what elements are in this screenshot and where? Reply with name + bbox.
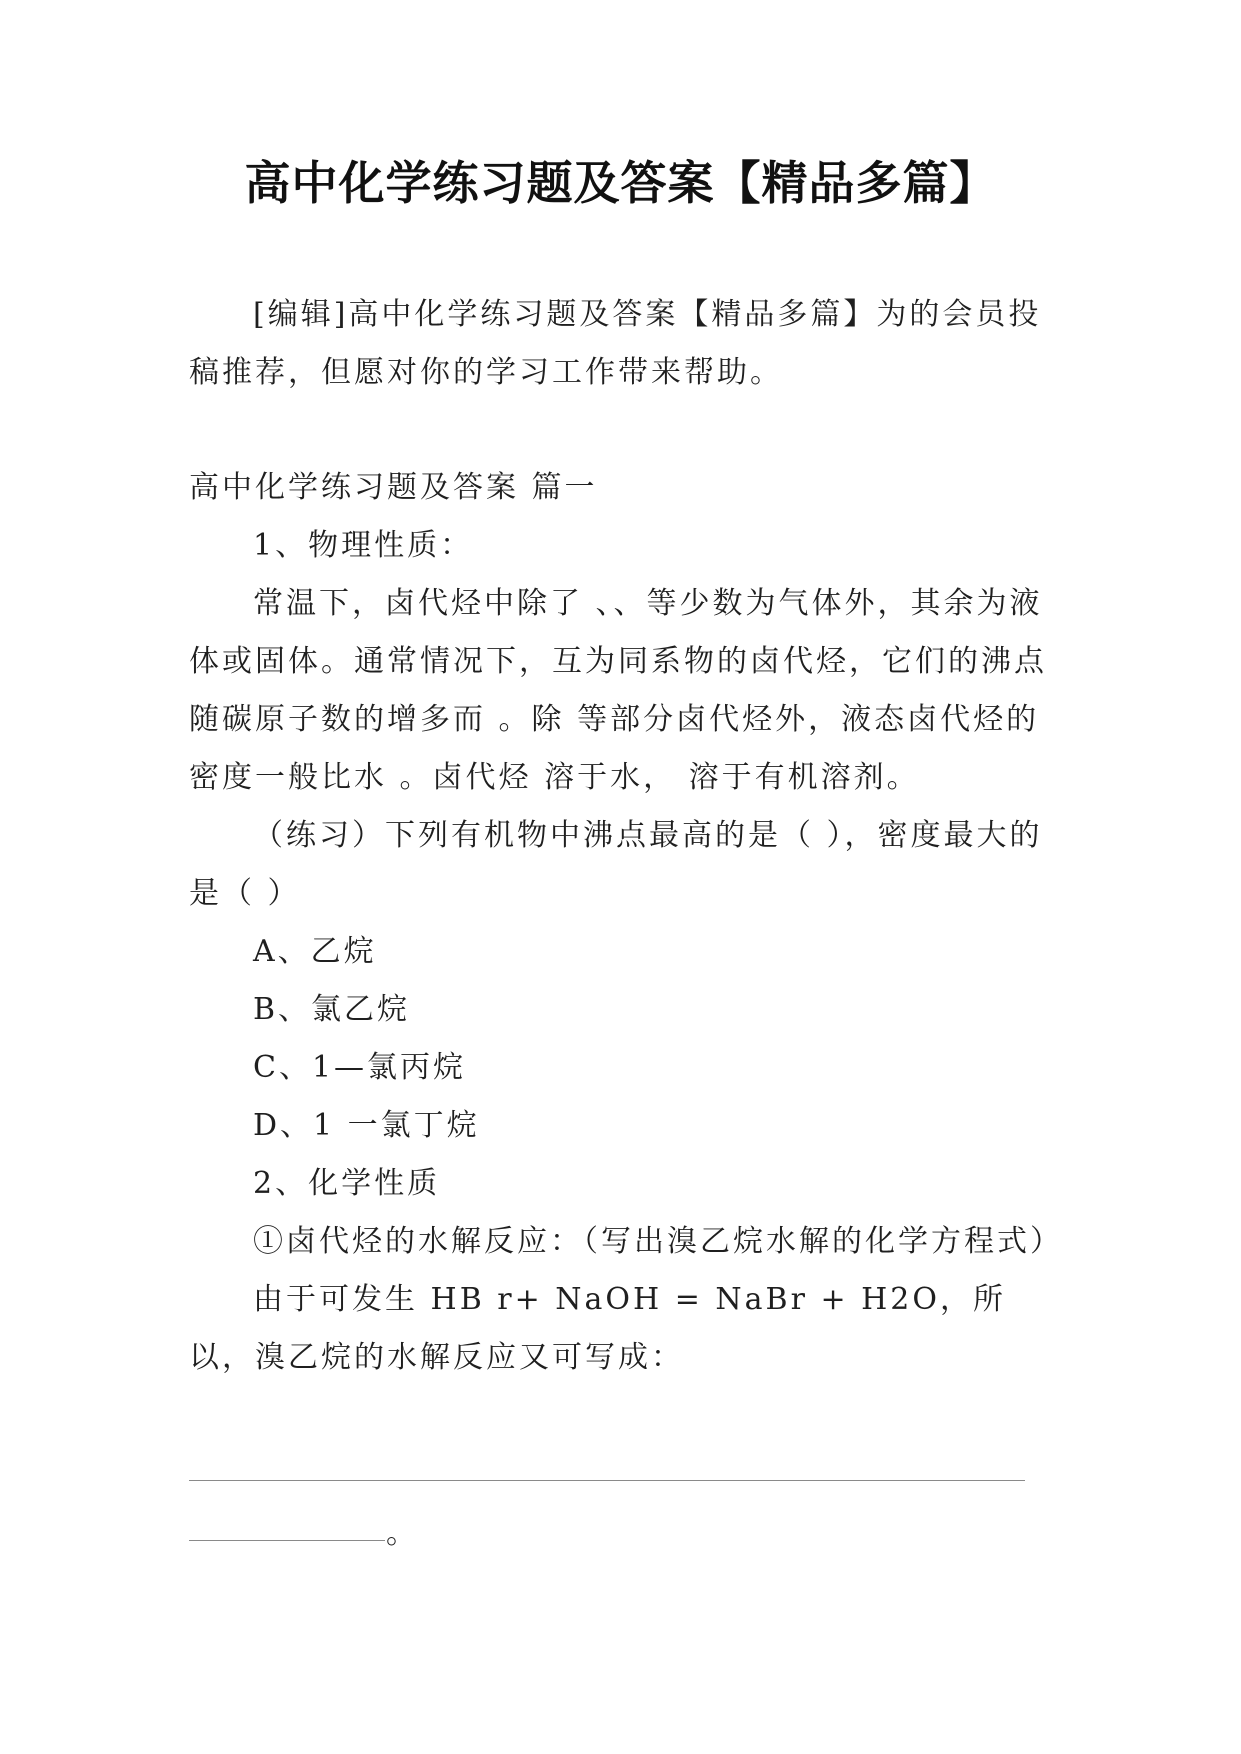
exercise-question: （练习）下列有机物中沸点最高的是（ ），密度最大的是（ ） — [189, 818, 1043, 911]
item-physical-properties: 1、物理性质： — [253, 528, 474, 563]
option-d: D、1 一氯丁烷 — [253, 1108, 480, 1143]
option-b: B、氯乙烷 — [253, 992, 411, 1027]
section-heading: 高中化学练习题及答案 篇一 — [189, 470, 598, 505]
intro-paragraph: [编辑]高中化学练习题及答案【精品多篇】为的会员投稿推荐，但愿对你的学习工作带来帮助。 — [189, 297, 1042, 390]
answer-blank-line — [189, 1480, 1025, 1481]
option-c: C、1—氯丙烷 — [253, 1050, 467, 1085]
hydrolysis-paragraph: 由于可发生 HB r+ NaOH = NaBr + H2O，所以，溴乙烷的水解反应又可写成： — [189, 1282, 1006, 1375]
item-chemical-properties: 2、化学性质 — [253, 1166, 441, 1201]
end-period: 。 — [386, 1516, 416, 1551]
option-a: A、乙烷 — [253, 934, 377, 969]
document-title: 高中化学练习题及答案【精品多篇】 — [244, 156, 997, 210]
hydrolysis-subitem: ①卤代烃的水解反应：（写出溴乙烷水解的化学方程式） — [253, 1224, 1063, 1259]
answer-blank-line-short — [189, 1540, 385, 1541]
physical-properties-paragraph: 常温下，卤代烃中除了 、、等少数为气体外，其余为液体或固体。通常情况下，互为同系物的卤代烃，它们的沸点随碳原子数的增多而 。除 等部分卤代烃外，液态卤代烃的密度一般比水 。卤代烃 溶于水， 溶于有机溶剂。 — [189, 586, 1047, 795]
